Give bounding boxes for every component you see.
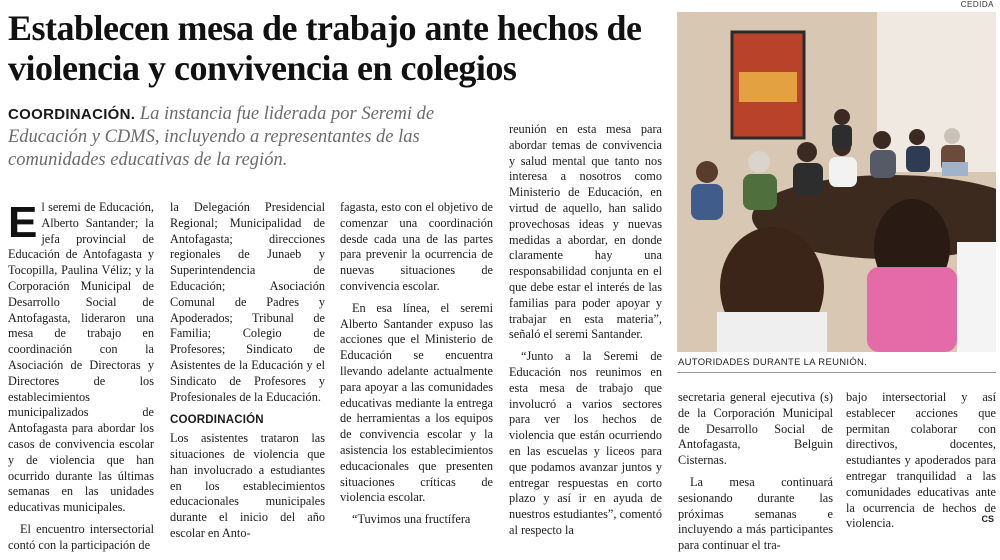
window-wall <box>877 12 996 172</box>
attendee-head <box>696 161 718 183</box>
painting-detail <box>739 72 797 102</box>
attendee-body-foreground <box>867 267 957 352</box>
body-paragraph: secretaria general ejecutiva (s) de la Corporación Municipal de Desarrollo Social de Antofagasta, Belguin Cisternas. <box>678 390 833 468</box>
attendee-head <box>873 131 891 149</box>
meeting-illustration <box>677 12 996 352</box>
lead-paragraph <box>8 103 488 172</box>
body-paragraph: la Delegación Presidencial Regional; Municipalidad de Antofagasta; direcciones regionales de Junaeb y Superintendencia de Educación; Asociación Comunal de Padres y Apoderados; Tribunal de Familia; Colegio de Profesores; Sindicato de Asistentes de la Educación y el Sindicato de Profesores y Profesionales de la Educación. <box>170 200 325 404</box>
kicker: COORDINACIÓN. <box>8 106 136 123</box>
body-paragraph: En esa línea, el seremi Alberto Santander expuso las acciones que el Ministerio de Educación se encuentra llevando adelante actualmente para apoyar a las comunidades educativas mediante la entrega de herramientas a los equipos de convivencia escolar y la asistencia los establecimientos educacionales que presenten situaciones críticas de violencia escolar. <box>340 300 493 505</box>
drop-cap: E <box>8 198 38 247</box>
column-5 <box>678 390 833 560</box>
photo-caption: AUTORIDADES DURANTE LA REUNIÓN. <box>678 357 868 368</box>
body-paragraph: “Tuvimos una fructífera <box>352 512 471 527</box>
lead-text: La instancia fue liderada por Seremi de Educación y CDMS, incluyendo a representantes de las comunidades educativas de la región. <box>8 104 435 170</box>
attendee-body <box>832 125 852 149</box>
column-4 <box>509 122 662 545</box>
body-paragraph: l seremi de Educación, Alberto Santander; la jefa provincial de Educación de Antofagasta y Tocopilla, Paulina Véliz; y la Corporación Municipal de Desarrollo Social de Antofagasta, lideraron una mesa de trabajo en coordinación con la Asociación de Directoras y Directores de los establecimientos municipalizados de Antofagasta para abordar los casos de convivencia escolar y de violencia que han ocurrido durante las últimas semanas en las unidades educativas municipales. <box>8 200 154 515</box>
attendee-body <box>793 163 823 195</box>
body-paragraph: “Junto a la Seremi de Educación nos reunimos en esta mesa de trabajo que involucró a varios sectores para ver los hechos de violencia que están ocurriendo en las escuelas y liceos para que podamos avanzar juntos y entregar respuestas en corto plazo y así ir en ayuda de nuestros estudiantes”, comentó al respecto la <box>509 349 662 537</box>
body-paragraph: El encuentro intersectorial contó con la participación de <box>8 521 154 552</box>
body-paragraph: bajo intersectorial y así establecer acciones que permitan colaborar con directivos, docentes, estudiantes y apoderados para entregar tranquilidad a las comunidades educativas ante la ocurrencia de hechos de violencia. <box>846 390 996 531</box>
end-mark: CS <box>981 514 994 524</box>
attendee-body <box>870 150 896 178</box>
attendee-head <box>748 151 770 173</box>
attendee-body-foreground <box>717 312 827 352</box>
attendee-body-foreground <box>957 242 996 352</box>
column-2 <box>170 200 325 548</box>
attendee-head <box>797 142 817 162</box>
attendee-head <box>834 109 850 125</box>
attendee-head <box>944 128 960 144</box>
attendee-body <box>906 146 930 172</box>
subheading: COORDINACIÓN <box>170 414 264 427</box>
body-paragraph: fagasta, esto con el objetivo de comenzar una coordinación desde cada una de las partes para prevenir la ocurrencia de nuevas situaciones de convivencia escolar. <box>340 200 493 293</box>
column-1 <box>8 200 154 560</box>
attendee-head <box>909 129 925 145</box>
photo-credit: CEDIDA <box>960 0 994 9</box>
attendee-body <box>691 184 723 220</box>
body-paragraph: Los asistentes trataron las situaciones de violencia que han involucrado a estudiantes en los establecimientos educacionales municipales durante el inicio del año escolar en Anto- <box>170 431 325 540</box>
attendee-body <box>829 157 857 187</box>
meeting-photo <box>677 12 996 352</box>
column-3 <box>340 200 493 534</box>
body-paragraph: La mesa continuará sesionando durante las próximas semanas e incluyendo a más participantes para continuar el tra- <box>678 474 833 553</box>
headline: Establecen mesa de trabajo ante hechos de violencia y convivencia en colegios <box>8 8 642 88</box>
laptop-screen <box>942 162 968 176</box>
body-paragraph: reunión en esta mesa para abordar temas de convivencia y salud mental que tanto nos interesa a nosotros como Ministerio de Educación, en virtud de aquello, han salido provechosas ideas y nuevas medidas a abordar, en donde claramente hay una responsabilidad conjunta en el que debe estar el interés de las familias para poder apoyar y trabajar en esta materia”, señaló el seremi Santander. <box>509 122 662 342</box>
column-6 <box>846 390 996 538</box>
attendee-body <box>743 174 777 210</box>
caption-divider <box>677 372 996 373</box>
